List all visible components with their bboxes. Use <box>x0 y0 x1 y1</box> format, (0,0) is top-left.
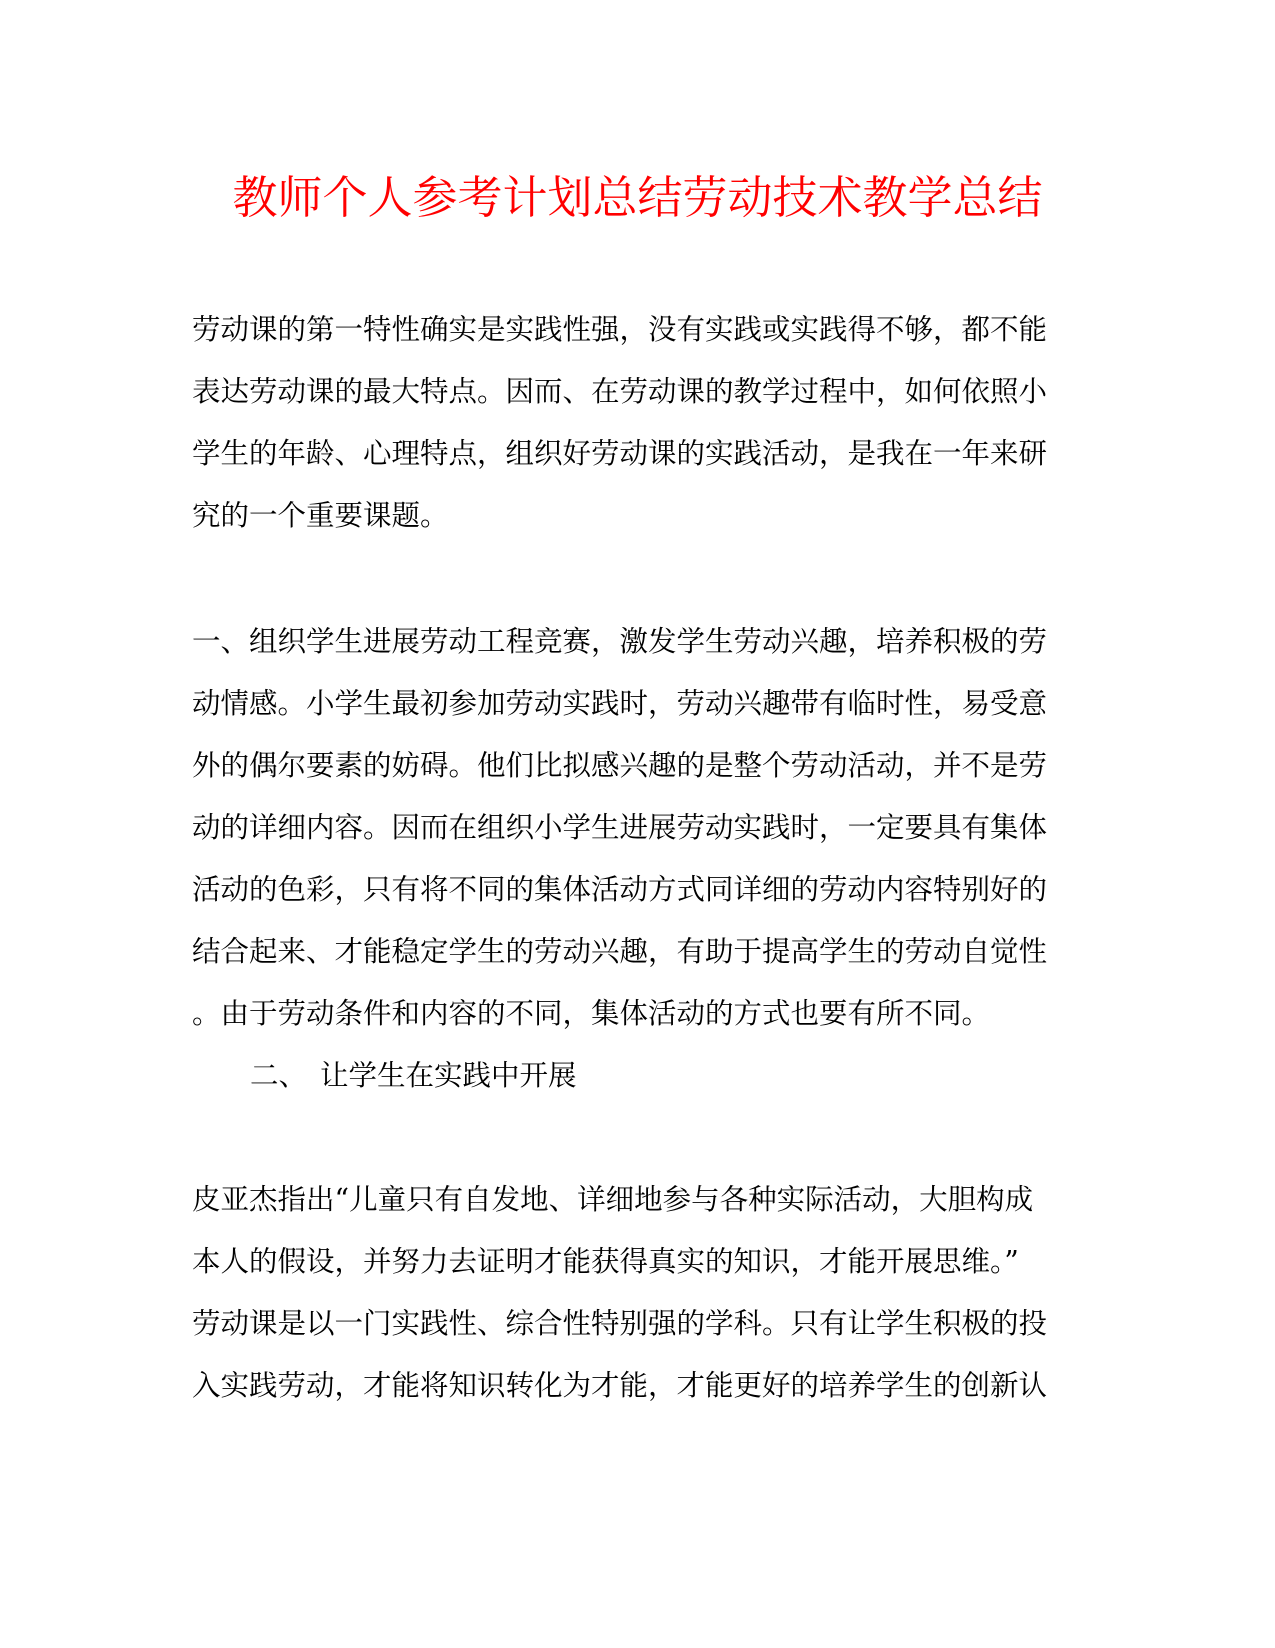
paragraph-1-line-1: 劳动课的第一特性确实是实践性强，没有实践或实践得不够，都不能 <box>192 313 1048 346</box>
paragraph-2-line-2: 动情感。小学生最初参加劳动实践时，劳动兴趣带有临时性，易受意 <box>192 687 1048 720</box>
paragraph-2-line-3: 外的偶尔要素的妨碍。他们比拟感兴趣的是整个劳动活动，并不是劳 <box>192 749 1048 782</box>
paragraph-2-line-1: 一、组织学生进展劳动工程竞赛，激发学生劳动兴趣，培养积极的劳 <box>192 625 1048 658</box>
paragraph-3-line-1: 皮亚杰指出“儿童只有自发地、详细地参与各种实际活动，大胆构成 <box>192 1183 1034 1216</box>
document-title: 教师个人参考计划总结劳动技术教学总结 <box>232 171 1043 224</box>
paragraph-3-line-2: 本人的假设，并努力去证明才能获得真实的知识，才能开展思维。” <box>192 1245 1019 1278</box>
paragraph-2-line-4: 动的详细内容。因而在组织小学生进展劳动实践时，一定要具有集体 <box>192 811 1048 844</box>
paragraph-3-line-4: 入实践劳动，才能将知识转化为才能，才能更好的培养学生的创新认 <box>192 1369 1048 1402</box>
paragraph-2-line-5: 活动的色彩，只有将不同的集体活动方式同详细的劳动内容特别好的 <box>192 873 1048 906</box>
section-heading-text: 让学生在实践中开展 <box>320 1059 577 1092</box>
paragraph-2-line-7: 。由于劳动条件和内容的不同，集体活动的方式也要有所不同。 <box>192 997 991 1030</box>
paragraph-1-line-3: 学生的年龄、心理特点，组织好劳动课的实践活动，是我在一年来研 <box>192 437 1048 470</box>
section-heading-number: 二、 <box>250 1059 308 1092</box>
paragraph-3-line-3: 劳动课是以一门实践性、综合性特别强的学科。只有让学生积极的投 <box>192 1307 1048 1340</box>
paragraph-1-line-2: 表达劳动课的最大特点。因而、在劳动课的教学过程中，如何依照小 <box>192 375 1048 408</box>
paragraph-2-line-6: 结合起来、才能稳定学生的劳动兴趣，有助于提高学生的劳动自觉性 <box>192 935 1048 968</box>
paragraph-1-line-4: 究的一个重要课题。 <box>192 499 449 532</box>
